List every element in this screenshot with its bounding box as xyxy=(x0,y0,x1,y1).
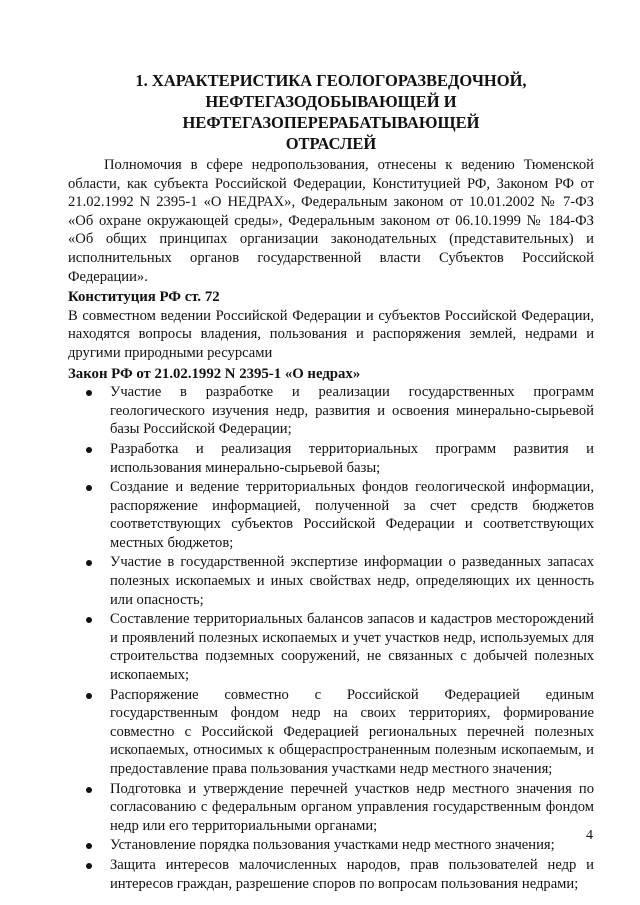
list-item-text: Распоряжение совместно с Российской Федерацией единым государственным фондом недр на своих территориях, формирование совместно с Российской Федерацией региональных перечней полезных ископаемых, относимых к общераспространенным полезным ископаемым, и предоставление права пользования участками недр местного значения; xyxy=(110,686,594,777)
list-item-text: Разработка и реализация территориальных программ развития и использования минерально-сырьевой базы; xyxy=(110,440,594,476)
list-item xyxy=(68,856,594,893)
list-item xyxy=(68,610,594,684)
list-item-text: Участие в разработке и реализации государственных программ геологического изучения недр, развития и освоения минерально-сырьевой базы Российской Федерации; xyxy=(110,384,594,438)
list-item-text: Установление порядка пользования участками недр местного значения; xyxy=(110,837,555,854)
heading-line-3: ОТРАСЛЕЙ xyxy=(285,134,377,153)
list-item-text: Участие в государственной экспертизе информации о разведанных запасах полезных ископаемых и иных свойствах недр, определяющих их ценность или опасность; xyxy=(110,554,594,608)
list-item xyxy=(68,440,594,477)
constitution-title: Конституция РФ ст. 72 xyxy=(68,289,220,306)
list-item-text: Подготовка и утверждение перечней участков недр местного значения по согласованию с федеральным органом управления государственным фондом недр или его территориальными органами; xyxy=(110,780,594,834)
list-item-text: Защита интересов малочисленных народов, прав пользователей недр и интересов граждан, разрешение споров по вопросам пользования недрами; xyxy=(110,856,594,892)
bullet-icon xyxy=(86,447,92,453)
bullet-icon xyxy=(86,390,92,396)
page-number: 4 xyxy=(586,828,593,843)
bullet-icon xyxy=(86,693,92,699)
bullet-icon xyxy=(86,560,92,566)
section-heading xyxy=(68,70,594,154)
heading-line-1: 1. ХАРАКТЕРИСТИКА ГЕОЛОГОРАЗВЕДОЧНОЙ, xyxy=(135,71,527,90)
bullet-icon xyxy=(86,617,92,623)
bullet-icon xyxy=(86,485,92,491)
list-item xyxy=(68,383,594,439)
law-title: Закон РФ от 21.02.1992 N 2395-1 «О недрах» xyxy=(68,365,361,382)
list-item-text: Создание и ведение территориальных фондов геологической информации, распоряжение информацией, полученной за счет средств бюджетов соответствующих субъектов Российской Федерации и соответствующих местных бюджетов; xyxy=(110,479,594,551)
heading-line-2: НЕФТЕГАЗОДОБЫВАЮЩЕЙ И НЕФТЕГАЗОПЕРЕРАБАТЫВАЮЩЕЙ xyxy=(182,92,480,132)
bullet-icon xyxy=(86,787,92,793)
list-item xyxy=(68,836,594,855)
law-bullet-list xyxy=(68,383,594,893)
list-item xyxy=(68,478,594,552)
bullet-icon xyxy=(86,863,92,869)
list-item-text: Составление территориальных балансов запасов и кадастров месторождений и проявлений полезных ископаемых и учет участков недр, используемых для строительства подземных сооружений, не связанных с добычей полезных ископаемых; xyxy=(110,611,594,684)
list-item xyxy=(68,553,594,609)
constitution-text: В совместном ведении Российской Федерации и субъектов Российской Федерации, находятся вопросы владения, пользования и распоряжения землей, недрами и другими природными ресурсами xyxy=(68,307,594,361)
bullet-icon xyxy=(86,843,92,849)
document-page xyxy=(68,70,594,894)
list-item xyxy=(68,686,594,779)
intro-paragraph: Полномочия в сфере недропользования, отнесены к ведению Тюменской области, как субъекта Российской Федерации, Конституцией РФ, Законом РФ от 21.02.1992 N 2395-1 «О НЕДРАХ», Федеральным законом от 10.01.2002 № 7-ФЗ «Об охране окружающей среды», Федеральным законом от 06.10.1999 № 184-ФЗ «Об общих принципах организации законодательных (представительных) и исполнительных органов государственной власти Субъектов Российской Федерации». xyxy=(68,157,594,285)
list-item xyxy=(68,780,594,836)
